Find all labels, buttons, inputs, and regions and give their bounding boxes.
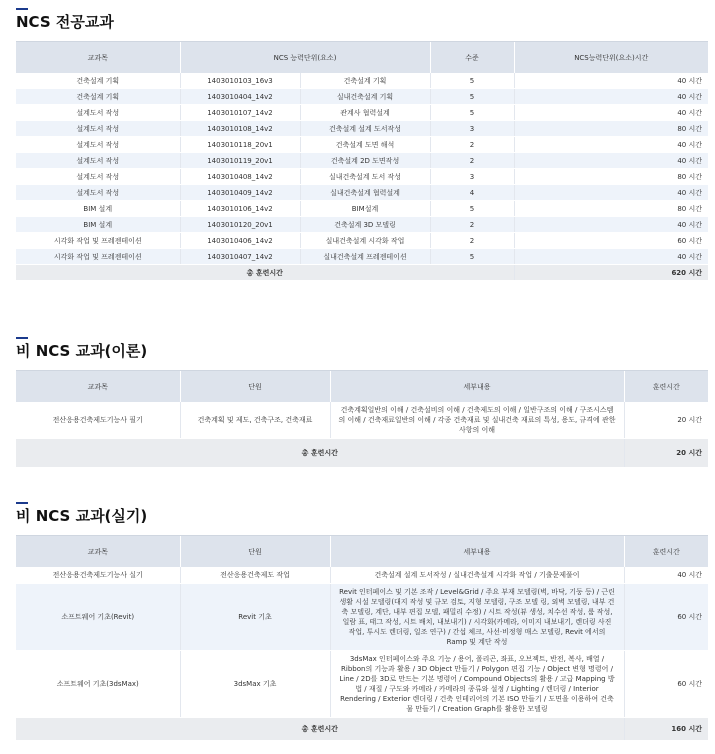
table-header-row — [16, 371, 708, 403]
table-row — [16, 73, 708, 89]
cell-unit: 실내건축설계 프레젠테이션 — [300, 249, 430, 265]
header-details: 세부내용 — [330, 536, 624, 568]
total-hours: 620 시간 — [514, 265, 708, 281]
table-row — [16, 185, 708, 201]
header-hours: 훈련시간 — [624, 536, 708, 568]
cell-code: 1403010406_14v2 — [180, 233, 300, 249]
cell-level: 2 — [430, 137, 514, 153]
cell-hours: 40 시간 — [514, 153, 708, 169]
cell-unit: 실내건축설계 시각화 작업 — [300, 233, 430, 249]
cell-subject: 건축설계 기획 — [16, 73, 180, 89]
cell-level: 2 — [430, 153, 514, 169]
total-hours: 160 시간 — [624, 718, 708, 741]
cell-unit: 건축설계 도면 해석 — [300, 137, 430, 153]
cell-subject: 설계도서 작성 — [16, 169, 180, 185]
total-row — [16, 265, 708, 281]
cell-hours: 80 시간 — [514, 121, 708, 137]
section-accent-bar — [16, 8, 28, 10]
cell-details: 건축설계 설계 도서작성 / 실내건축설계 시각화 작업 / 기출문제풀이 — [330, 567, 624, 584]
cell-subject: 설계도서 작성 — [16, 137, 180, 153]
header-subject: 교과목 — [16, 536, 180, 568]
cell-subject: 설계도서 작성 — [16, 121, 180, 137]
cell-code: 1403010107_14v2 — [180, 105, 300, 121]
table-row — [16, 584, 708, 651]
table-row — [16, 249, 708, 265]
cell-hours: 40 시간 — [514, 73, 708, 89]
table-row — [16, 651, 708, 718]
cell-hours: 60 시간 — [624, 651, 708, 718]
non-ncs-practice-table — [16, 535, 708, 741]
table-row — [16, 137, 708, 153]
table-row — [16, 169, 708, 185]
table-row — [16, 105, 708, 121]
cell-level: 5 — [430, 105, 514, 121]
table-row — [16, 121, 708, 137]
cell-code: 1403010118_20v1 — [180, 137, 300, 153]
cell-unit: 건축설계 3D 모델링 — [300, 217, 430, 233]
cell-level: 5 — [430, 89, 514, 105]
header-subject: 교과목 — [16, 42, 180, 74]
cell-hours: 40 시간 — [514, 185, 708, 201]
cell-code: 1403010103_16v3 — [180, 73, 300, 89]
cell-subject: 설계도서 작성 — [16, 105, 180, 121]
table-header-row — [16, 536, 708, 568]
cell-unit: 건축계획 및 제도, 건축구조, 건축재료 — [180, 402, 330, 439]
cell-subject: 소프트웨어 기초(3dsMax) — [16, 651, 180, 718]
cell-code: 1403010404_14v2 — [180, 89, 300, 105]
cell-hours: 40 시간 — [624, 567, 708, 584]
cell-code: 1403010409_14v2 — [180, 185, 300, 201]
cell-subject: 전산응용건축제도기능사 필기 — [16, 402, 180, 439]
cell-subject: 전산응용건축제도기능사 실기 — [16, 567, 180, 584]
cell-level: 5 — [430, 249, 514, 265]
table-row — [16, 217, 708, 233]
header-subject: 교과목 — [16, 371, 180, 403]
cell-hours: 60 시간 — [514, 233, 708, 249]
cell-code: 1403010108_14v2 — [180, 121, 300, 137]
non-ncs-practice-section — [16, 502, 708, 741]
total-hours: 20 시간 — [624, 439, 708, 468]
cell-unit: 실내건축설계 기획 — [300, 89, 430, 105]
cell-details: 3dsMax 인터페이스와 주요 기능 / 용어, 폴리곤, 좌표, 오브젝트, 반전, 복사, 배열 / Ribbon의 기능과 활용 / 3D Object 만들기 / Polygon 편집 기능 / Object 변형 명령어 / Line / 2D를 3D로 만드는 기본 명령어 / Compound Objects의 활용 / 고급 Mapping 방법 / 재질 / 구도와 카메라 / 카메라의 종류와 설정 / Lighting / 렌더링 / Interior Rendering / Exterior 렌더링 / 건축 인테리어의 기본 ISO 만들기 / 도면을 이용하여 건축물 만들기 / Creation Graph를 활용한 모델링 — [330, 651, 624, 718]
cell-hours: 40 시간 — [514, 137, 708, 153]
cell-subject: BIM 설계 — [16, 201, 180, 217]
cell-code: 1403010120_20v1 — [180, 217, 300, 233]
cell-unit: 실내건축설계 도서 작성 — [300, 169, 430, 185]
section-title: 비 NCS 교과(실기) — [16, 507, 148, 525]
cell-subject: 소프트웨어 기초(Revit) — [16, 584, 180, 651]
section-title: 비 NCS 교과(이론) — [16, 342, 148, 360]
cell-subject: 시각화 작업 및 프레젠테이션 — [16, 249, 180, 265]
cell-subject: 건축설계 기획 — [16, 89, 180, 105]
cell-unit: 실내건축설계 협력설계 — [300, 185, 430, 201]
cell-hours: 60 시간 — [624, 584, 708, 651]
table-row — [16, 233, 708, 249]
cell-hours: 80 시간 — [514, 169, 708, 185]
cell-code: 1403010106_14v2 — [180, 201, 300, 217]
cell-hours: 20 시간 — [624, 402, 708, 439]
total-row — [16, 439, 708, 468]
cell-unit: 전산응용건축제도 작업 — [180, 567, 330, 584]
cell-subject: 설계도서 작성 — [16, 185, 180, 201]
cell-unit: Revit 기초 — [180, 584, 330, 651]
section-accent-bar — [16, 337, 28, 339]
cell-unit: 건축설계 설계 도서작성 — [300, 121, 430, 137]
cell-hours: 40 시간 — [514, 89, 708, 105]
cell-level: 3 — [430, 121, 514, 137]
cell-hours: 40 시간 — [514, 105, 708, 121]
cell-unit: 3dsMax 기초 — [180, 651, 330, 718]
header-unit: 단원 — [180, 536, 330, 568]
cell-subject: 시각화 작업 및 프레젠테이션 — [16, 233, 180, 249]
cell-hours: 40 시간 — [514, 217, 708, 233]
cell-code: 1403010407_14v2 — [180, 249, 300, 265]
cell-unit: 건축설계 2D 도면작성 — [300, 153, 430, 169]
total-label: 총 훈련시간 — [16, 265, 514, 281]
non-ncs-theory-table — [16, 370, 708, 468]
cell-level: 3 — [430, 169, 514, 185]
ncs-major-table — [16, 41, 708, 281]
cell-subject: 설계도서 작성 — [16, 153, 180, 169]
cell-subject: BIM 설계 — [16, 217, 180, 233]
cell-hours: 80 시간 — [514, 201, 708, 217]
cell-code: 1403010408_14v2 — [180, 169, 300, 185]
non-ncs-theory-section — [16, 337, 708, 468]
cell-code: 1403010119_20v1 — [180, 153, 300, 169]
total-label: 총 훈련시간 — [16, 439, 624, 468]
table-row — [16, 201, 708, 217]
header-details: 세부내용 — [330, 371, 624, 403]
table-row — [16, 89, 708, 105]
cell-level: 2 — [430, 217, 514, 233]
cell-level: 5 — [430, 201, 514, 217]
section-accent-bar — [16, 502, 28, 504]
cell-details: Revit 인터페이스 및 기본 조작 / Level&Grid / 주요 부재 모델링(벽, 바닥, 기둥 등) / 근린생활 시설 모델링(대지 작성 및 규모 검토, 지형 모델링, 구조 모델 링, 외벽 모델링, 내부 건축 모델링, 계단, 내부 편집 모델, 패밀리 수정) / 시트 작성(뷰 생성, 치수선 작성, 룸 작성, 일람 표, 태그 작성, 시트 배치, 내보내기) / 시각화(카메라, 이미지 내보내기, 렌더링 사진 작업, 투시도 렌더링, 일조 연구) / 간섭 체크, 사선·비정형 매스 모델링, Revit 에서의 Ramp 및 계단 작성 — [330, 584, 624, 651]
cell-details: 건축계획일반의 이해 / 건축설비의 이해 / 건축제도의 이해 / 일반구조의 이해 / 구조시스템의 이해 / 건축재료일반의 이해 / 각종 건축재료 및 실내건축 재료의 특성, 용도, 규격에 관한 사항의 이해 — [330, 402, 624, 439]
cell-level: 4 — [430, 185, 514, 201]
header-level: 수준 — [430, 42, 514, 74]
header-hours: 훈련시간 — [624, 371, 708, 403]
cell-unit: 관계사 협력설계 — [300, 105, 430, 121]
table-row — [16, 402, 708, 439]
total-label: 총 훈련시간 — [16, 718, 624, 741]
section-title: NCS 전공교과 — [16, 13, 114, 31]
cell-unit: BIM설계 — [300, 201, 430, 217]
cell-level: 5 — [430, 73, 514, 89]
header-hours: NCS능력단위(요소)시간 — [514, 42, 708, 74]
cell-unit: 건축설계 기획 — [300, 73, 430, 89]
ncs-major-section — [16, 8, 708, 281]
header-unit: 단원 — [180, 371, 330, 403]
cell-level: 2 — [430, 233, 514, 249]
header-unit: NCS 능력단위(요소) — [180, 42, 430, 74]
table-row — [16, 567, 708, 584]
cell-hours: 40 시간 — [514, 249, 708, 265]
total-row — [16, 718, 708, 741]
table-row — [16, 153, 708, 169]
table-header-row — [16, 42, 708, 74]
